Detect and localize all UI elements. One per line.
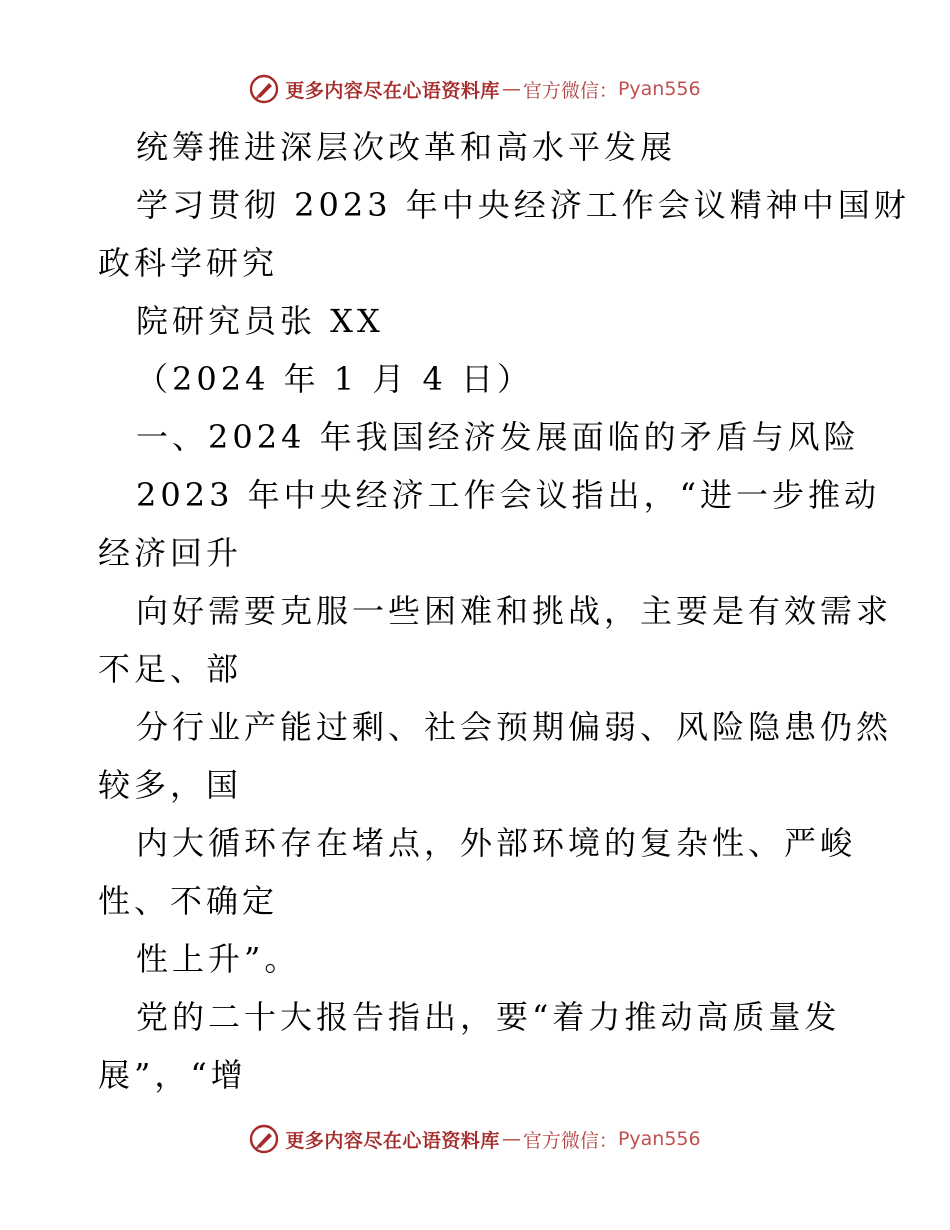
- watermark-dash: —: [501, 78, 521, 100]
- paragraph-line: 展”，“增: [98, 1056, 247, 1094]
- paragraph-line: 2023 年中央经济工作会议指出，“进一步推动: [136, 476, 880, 514]
- pen-logo-icon: [249, 74, 279, 104]
- paragraph-line: 较多，国: [98, 766, 243, 804]
- watermark-text: 更多内容尽在心语资料库: [285, 79, 500, 102]
- paragraph-line: 不足、部: [98, 650, 243, 688]
- doc-date: （2024 年 1 月 4 日）: [136, 360, 534, 398]
- paragraph-line: 内大循环存在堵点，外部环境的复杂性、严峻: [136, 824, 857, 862]
- watermark-text: 更多内容尽在心语资料库: [285, 1129, 500, 1152]
- watermark-wechat-id: Pyan556: [617, 78, 701, 100]
- pen-logo-icon: [249, 1124, 279, 1154]
- paragraph-line: 党的二十大报告指出，要“着力推动高质量发: [136, 998, 841, 1036]
- doc-title: 统筹推进深层次改革和高水平发展: [136, 128, 677, 166]
- watermark-wechat-id: Pyan556: [617, 1128, 701, 1150]
- paragraph-line: 经济回升: [98, 534, 243, 572]
- watermark-wechat-label: 官方微信：: [522, 1129, 618, 1152]
- doc-author: 院研究员张 XX: [136, 302, 384, 340]
- watermark-wechat-label: 官方微信：: [522, 79, 618, 102]
- section-heading-1: 一、2024 年我国经济发展面临的矛盾与风险: [136, 418, 860, 456]
- paragraph-line: 向好需要克服一些困难和挑战，主要是有效需求: [136, 592, 893, 630]
- paragraph-line: 性上升”。: [136, 940, 301, 978]
- document-body: [98, 118, 910, 1104]
- header-watermark: [0, 74, 950, 104]
- paragraph-line: 性、不确定: [98, 882, 279, 920]
- footer-watermark: [0, 1124, 950, 1154]
- doc-subtitle-line-1: 学习贯彻 2023 年中央经济工作会议精神中国财: [136, 186, 910, 224]
- doc-subtitle-line-2: 政科学研究: [98, 244, 279, 282]
- paragraph-line: 分行业产能过剩、社会预期偏弱、风险隐患仍然: [136, 708, 893, 746]
- watermark-dash: —: [501, 1128, 521, 1150]
